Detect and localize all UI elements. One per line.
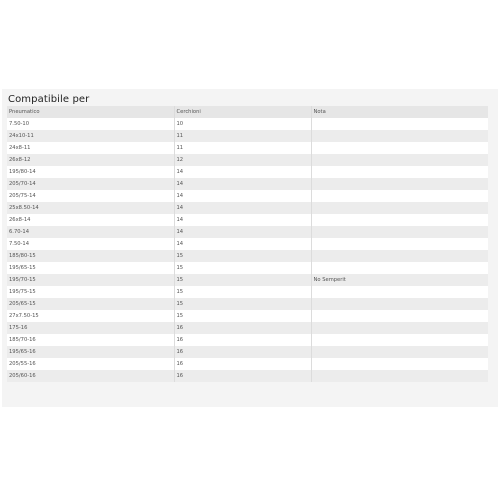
note-cell	[311, 250, 488, 262]
rim-cell: 15	[174, 286, 311, 298]
note-cell	[311, 346, 488, 358]
tire-cell: 26x8-14	[7, 214, 174, 226]
table-row	[7, 370, 488, 382]
tire-cell: 195/70-15	[7, 274, 174, 286]
tire-cell: 7.50-14	[7, 238, 174, 250]
table-header-row	[7, 106, 488, 118]
note-cell	[311, 214, 488, 226]
note-cell	[311, 298, 488, 310]
tire-cell: 195/75-15	[7, 286, 174, 298]
rim-cell: 16	[174, 370, 311, 382]
tire-cell: 195/65-15	[7, 262, 174, 274]
table-row	[7, 166, 488, 178]
rim-cell: 11	[174, 142, 311, 154]
rim-cell: 11	[174, 130, 311, 142]
note-cell	[311, 118, 488, 130]
rim-cell: 15	[174, 262, 311, 274]
tire-cell: 24x10-11	[7, 130, 174, 142]
rim-cell: 15	[174, 310, 311, 322]
note-cell	[311, 322, 488, 334]
table-row	[7, 334, 488, 346]
note-cell	[311, 142, 488, 154]
tire-cell: 24x8-11	[7, 142, 174, 154]
note-cell	[311, 130, 488, 142]
table-row	[7, 322, 488, 334]
table-body	[7, 118, 488, 382]
table-row	[7, 118, 488, 130]
table-row	[7, 298, 488, 310]
tire-cell: 205/60-16	[7, 370, 174, 382]
rim-cell: 16	[174, 334, 311, 346]
rim-cell: 12	[174, 154, 311, 166]
table-row	[7, 346, 488, 358]
note-cell	[311, 190, 488, 202]
note-cell	[311, 154, 488, 166]
tire-cell: 25x8.50-14	[7, 202, 174, 214]
compatibility-table	[7, 106, 488, 382]
tire-cell: 205/75-14	[7, 190, 174, 202]
note-cell	[311, 178, 488, 190]
rim-cell: 16	[174, 346, 311, 358]
table-row	[7, 190, 488, 202]
table-row	[7, 286, 488, 298]
rim-cell: 10	[174, 118, 311, 130]
note-cell	[311, 166, 488, 178]
table-row	[7, 130, 488, 142]
rim-cell: 14	[174, 226, 311, 238]
note-cell	[311, 358, 488, 370]
tire-cell: 7.50-10	[7, 118, 174, 130]
rim-cell: 16	[174, 322, 311, 334]
table-row	[7, 202, 488, 214]
tire-cell: 6.70-14	[7, 226, 174, 238]
table-row	[7, 178, 488, 190]
rim-cell: 15	[174, 298, 311, 310]
table-row	[7, 238, 488, 250]
tire-cell: 205/70-14	[7, 178, 174, 190]
note-cell	[311, 334, 488, 346]
tire-cell: 195/80-14	[7, 166, 174, 178]
note-cell	[311, 310, 488, 322]
tire-cell: 205/65-15	[7, 298, 174, 310]
column-header-tire: Pneumatico	[7, 106, 174, 118]
note-cell	[311, 226, 488, 238]
tire-cell: 27x7.50-15	[7, 310, 174, 322]
note-cell: No Semperit	[313, 277, 346, 283]
table-row	[7, 262, 488, 274]
rim-cell: 14	[174, 166, 311, 178]
table-row	[7, 358, 488, 370]
rim-cell: 14	[174, 202, 311, 214]
table-row	[7, 310, 488, 322]
rim-cell: 14	[174, 214, 311, 226]
table-row	[7, 274, 488, 286]
rim-cell: 16	[174, 358, 311, 370]
rim-cell: 15	[174, 274, 311, 286]
column-header-rims: Cerchioni	[174, 106, 311, 118]
table-row	[7, 142, 488, 154]
table-row	[7, 250, 488, 262]
section-title: Compatibile per	[8, 94, 90, 105]
note-cell	[311, 286, 488, 298]
note-cell	[311, 370, 488, 382]
table-row	[7, 226, 488, 238]
tire-cell: 26x8-12	[7, 154, 174, 166]
note-cell	[311, 238, 488, 250]
rim-cell: 14	[174, 178, 311, 190]
rim-cell: 14	[174, 190, 311, 202]
rim-cell: 14	[174, 238, 311, 250]
tire-cell: 195/65-16	[7, 346, 174, 358]
rim-cell: 15	[174, 250, 311, 262]
table-row	[7, 154, 488, 166]
note-cell	[311, 202, 488, 214]
table-row	[7, 214, 488, 226]
tire-cell: 185/70-16	[7, 334, 174, 346]
tire-cell: 175-16	[7, 322, 174, 334]
tire-cell: 205/55-16	[7, 358, 174, 370]
note-cell	[311, 262, 488, 274]
column-header-note: Nota	[313, 109, 326, 115]
tire-cell: 185/80-15	[7, 250, 174, 262]
